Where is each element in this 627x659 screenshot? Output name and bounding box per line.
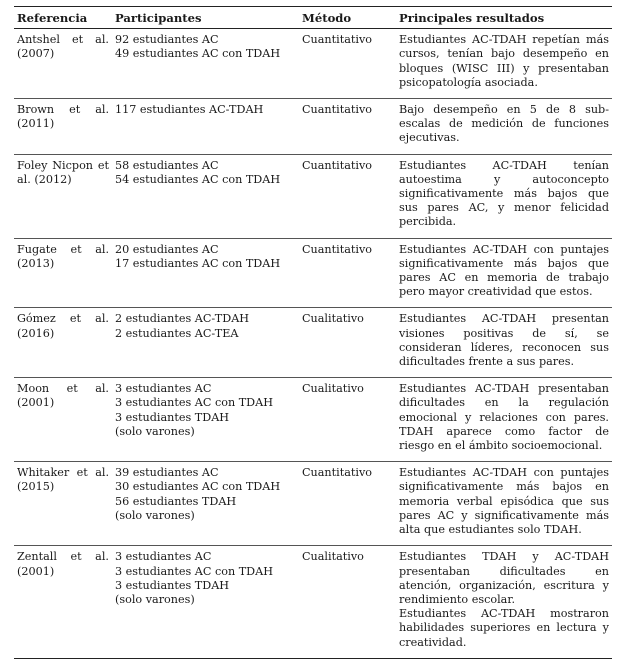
participant-line: 3 estudiantes AC con TDAH <box>115 564 273 578</box>
participant-line: 49 estudiantes AC con TDAH <box>115 47 281 61</box>
reference-cell: Gómez et al. (2016) <box>14 308 112 378</box>
table-row <box>14 546 612 658</box>
results-text: Estudiantes AC-TDAH con puntajes significativamente más bajos que pares AC en memoria de trabajo pero mayor creatividad que estos. <box>399 242 609 299</box>
reference-cell: Moon et al. (2001) <box>14 378 112 462</box>
results-text: Estudiantes AC-TDAH presentaban dificultades en la regulación emocional y relaciones con pares. TDAH aparece como factor de riesgo en el ámbito socioemocional. <box>399 382 609 453</box>
participants-cell <box>112 29 299 99</box>
reference-cell: Zentall et al. (2001) <box>14 546 112 658</box>
participant-line: (solo varones) <box>115 424 195 438</box>
participant-line: 17 estudiantes AC con TDAH <box>115 256 281 270</box>
table-header <box>14 7 612 29</box>
participants-cell <box>112 154 299 238</box>
results-cell <box>396 462 612 546</box>
results-cell <box>396 238 612 308</box>
participant-line: 54 estudiantes AC con TDAH <box>115 172 281 186</box>
participant-line: 117 estudiantes AC-TDAH <box>115 103 264 117</box>
table-row <box>14 99 612 155</box>
participants-cell <box>112 308 299 378</box>
participants-cell <box>112 99 299 155</box>
participant-line: 92 estudiantes AC <box>115 33 219 47</box>
participant-line: 56 estudiantes TDAH <box>115 494 237 508</box>
results-text: Estudiantes AC-TDAH repetían más cursos, tenían bajo desempeño en bloques (WISC III) y presentaban psicopatología asociada. <box>399 33 609 89</box>
participant-line: 3 estudiantes AC con TDAH <box>115 396 273 410</box>
table-row <box>14 462 612 546</box>
participant-line: 3 estudiantes AC <box>115 550 212 564</box>
participant-line: 3 estudiantes TDAH <box>115 410 230 424</box>
results-text: Estudiantes AC-TDAH con puntajes significativamente más bajos en memoria verbal episódica que sus pares AC y significativamente más alta que estudiantes solo TDAH. <box>399 466 609 537</box>
reference-cell: Brown et al. (2011) <box>14 99 112 155</box>
method-cell: Cuantitativo <box>299 238 396 308</box>
participant-line: 39 estudiantes AC <box>115 466 219 480</box>
results-cell <box>396 29 612 99</box>
participant-line: 30 estudiantes AC con TDAH <box>115 480 281 494</box>
reference-cell: Foley Nicpon et al. (2012) <box>14 154 112 238</box>
header-row <box>14 7 612 29</box>
method-cell: Cuantitativo <box>299 29 396 99</box>
participant-line: (solo varones) <box>115 508 195 522</box>
participant-line: 2 estudiantes AC-TDAH <box>115 312 250 326</box>
method-cell: Cualitativo <box>299 546 396 658</box>
participant-line: 58 estudiantes AC <box>115 158 219 172</box>
participants-cell <box>112 462 299 546</box>
results-text: Estudiantes TDAH y AC-TDAH presentaban dificultades en atención, organización, escritura y rendimiento escolar. <box>399 550 609 606</box>
table-row <box>14 29 612 99</box>
results-text: Estudiantes AC-TDAH presentan visiones positivas de sí, se consideran líderes, reconocen sus dificultades frente a sus pares. <box>399 312 609 369</box>
header-participantes: Participantes <box>112 7 299 29</box>
table-row <box>14 308 612 378</box>
results-cell <box>396 99 612 155</box>
results-cell <box>396 308 612 378</box>
reference-cell: Antshel et al. (2007) <box>14 29 112 99</box>
results-text: Estudiantes AC-TDAH tenían autoestima y autoconcepto significativamente más bajos que sus pares AC, y menor felicidad percibida. <box>399 158 609 229</box>
table-row <box>14 238 612 308</box>
participant-line: 3 estudiantes AC <box>115 382 212 396</box>
header-resultados: Principales resultados <box>396 7 612 29</box>
table-row <box>14 154 612 238</box>
method-cell: Cualitativo <box>299 378 396 462</box>
participants-cell <box>112 378 299 462</box>
participants-cell <box>112 546 299 658</box>
method-cell: Cualitativo <box>299 308 396 378</box>
header-referencia: Referencia <box>14 7 112 29</box>
table-row <box>14 378 612 462</box>
results-text-extra: Estudiantes AC-TDAH mostraron habilidades superiores en lectura y creatividad. <box>399 607 609 649</box>
reference-cell: Whitaker et al. (2015) <box>14 462 112 546</box>
participant-line: 3 estudiantes TDAH <box>115 578 230 592</box>
results-text: Bajo desempeño en 5 de 8 sub-escalas de medición de funciones ejecutivas. <box>399 103 609 145</box>
results-cell <box>396 154 612 238</box>
studies-table <box>14 6 612 659</box>
method-cell: Cuantitativo <box>299 99 396 155</box>
header-metodo: Método <box>299 7 396 29</box>
participants-cell <box>112 238 299 308</box>
participant-line: (solo varones) <box>115 592 195 606</box>
table-body <box>14 29 612 659</box>
method-cell: Cuantitativo <box>299 154 396 238</box>
participant-line: 20 estudiantes AC <box>115 242 219 256</box>
reference-cell: Fugate et al. (2013) <box>14 238 112 308</box>
participant-line: 2 estudiantes AC-TEA <box>115 326 239 340</box>
results-cell <box>396 378 612 462</box>
method-cell: Cuantitativo <box>299 462 396 546</box>
results-cell <box>396 546 612 658</box>
